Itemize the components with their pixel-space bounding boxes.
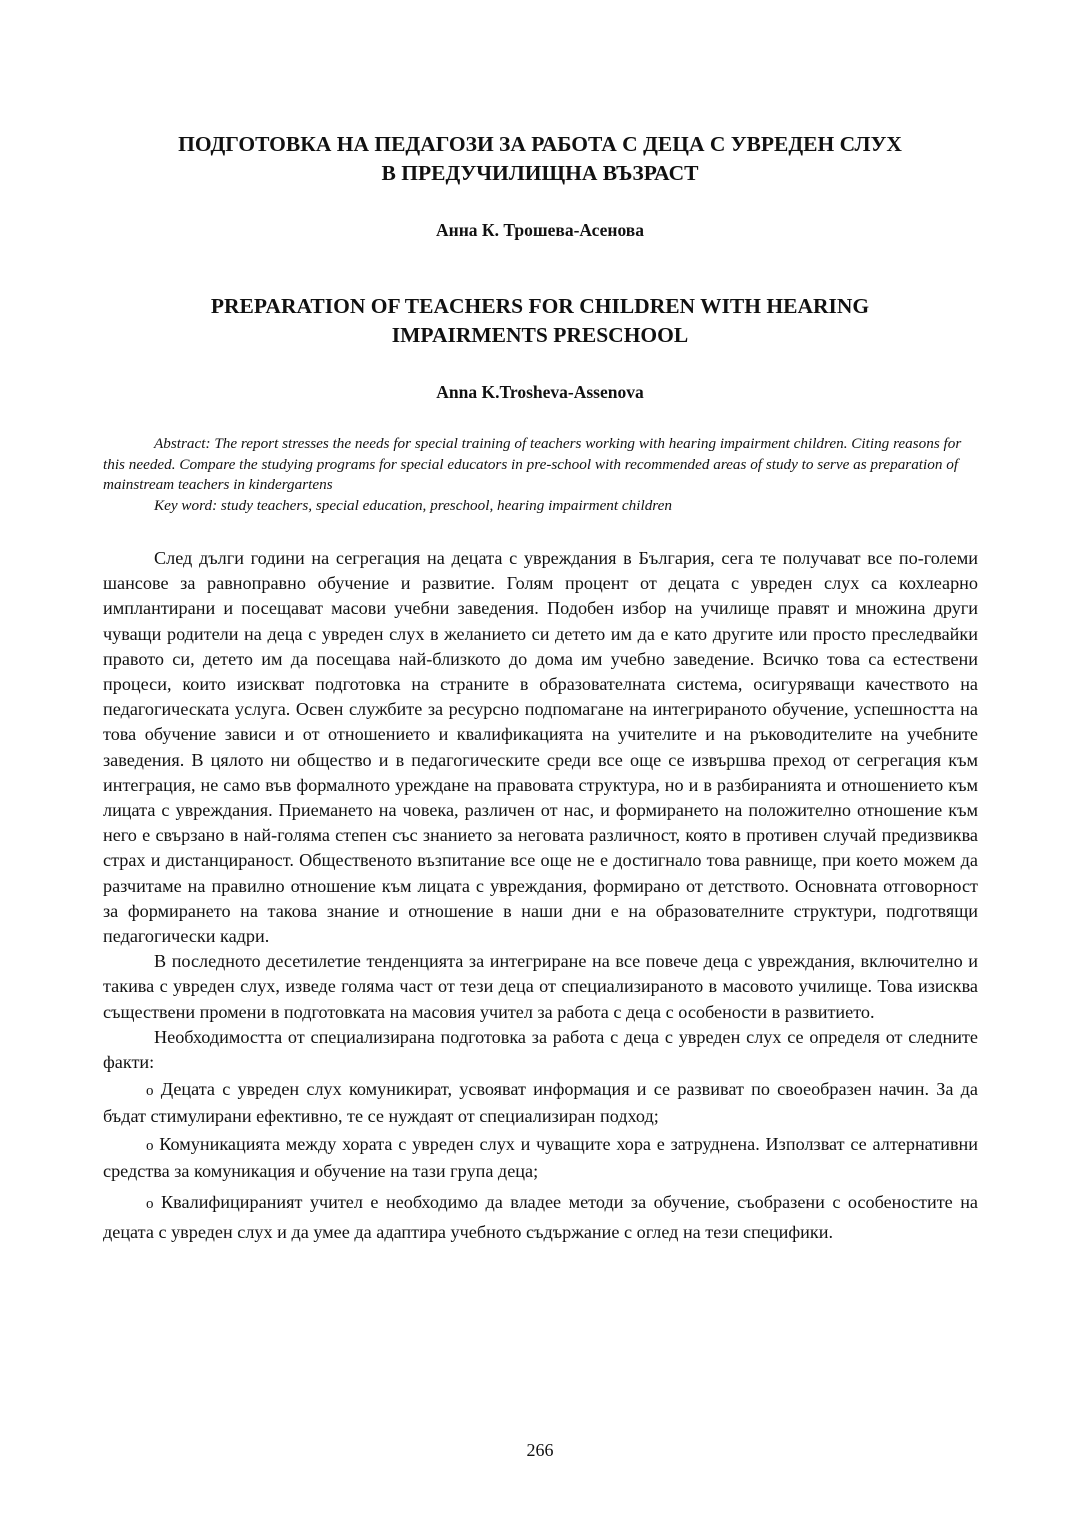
title-bulgarian-line2: В ПРЕДУЧИЛИЩНА ВЪЗРАСТ — [381, 161, 699, 185]
body-paragraph-2: В последното десетилетие тенденцията за интегриране на все повече деца с увреждания, включително и такива с увреден слух, изведе голяма част от тези деца от специализираното в масовото училище. Това изисква съществени промени в подготовката на масовия учител за работа с деца с особености в развитието. — [103, 951, 978, 1022]
keywords-text: Key word: study teachers, special education, preschool, hearing impairment children — [154, 496, 672, 514]
abstract-block — [103, 434, 983, 516]
abstract-text: Abstract: The report stresses the needs for special training of teachers working with hearing impairment children. Citing reasons for this needed. Compare the studying programs for special educators in pre-school with recommended areas of study to serve as preparation of mainstream teachers in kindergartens — [103, 435, 962, 493]
bullet-item-1 — [103, 1077, 978, 1129]
page-number: 266 — [526, 1440, 554, 1460]
bullet-item-2-text: Комуникацията между хората с увреден слух и чуващите хора е затруднена. Използват се алтернативни средства за комуникация и обучение на тази група деца; — [103, 1133, 979, 1181]
bullet-item-2 — [103, 1132, 978, 1184]
body-paragraph-1: След дълги години на сегрегация на децата с увреждания в България, сега те получават все по-големи шансове за равноправно обучение и развитие. Голям процент от децата с увреден слух са кохлеарно имплантирани и посещават масови учебни заведения. Подобен избор на училище правят и множина други чуващи родители на деца с увреден слух в желанието си детето им да е като другите или просто преследвайки правото си, детето им да посещава най-близкото до дома им учебно заведение. Всичко това са естествени процеси, които изискват подготовка на страните в образователната система, осигуряващи качеството на педагогическата услуга. Освен службите за ресурсно подпомагане на интегрираното обучение, успешността на това обучение зависи и от отношението и квалификацията на учителите и на ръководителите на учебните заведения. В цялото ни общество и в педагогическите среди все още се извършва преход от сегрегация към интеграция, не само във формалното уреждане на правовата структура, но и в разбиранията и отношението към лицата с увреждания. Приемането на човека, различен от нас, и формирането на положително отношение към него е свързано в най-голяма степен със знанието за неговата различност, която в противен случай предизвиква страх и дистанцираност. Общественото възпитание все още не е достигнало това равнище, при което можем да разчитаме на правилно отношение към лицата с увреждания, формирано от детството. Основната отговорност за формирането на такова знание и отношение в наши дни е на образователните структури, подготвящи педагогически кадри. — [103, 548, 978, 947]
bullet-item-3 — [103, 1188, 978, 1246]
title-english-line1: PREPARATION OF TEACHERS FOR CHILDREN WITH HEARING — [210, 294, 870, 318]
body-paragraph-3: Необходимостта от специализирана подготовка за работа с деца с увреден слух се определя от следните факти: — [103, 1026, 978, 1073]
bullet-symbol: o — [146, 1137, 154, 1154]
title-english — [90, 292, 990, 350]
body-text — [103, 546, 978, 1246]
bullet-symbol: o — [146, 1083, 154, 1100]
bullet-item-1-text: Децата с увреден слух комуникират, усвояват информация и се развиват по своеобразен начин. За да бъдат стимулирани ефективно, те се нуждаят от специализиран подход; — [103, 1079, 978, 1127]
author-bulgarian: Анна К. Трошева-Асенова — [436, 220, 644, 240]
title-bulgarian-line1: ПОДГОТОВКА НА ПЕДАГОЗИ ЗА РАБОТА С ДЕЦА С УВРЕДЕН СЛУХ — [178, 132, 902, 156]
bullet-item-3-text: Квалифицираният учител е необходимо да владее методи за обучение, съобразени с особеностите на децата с увреден слух и да умее да адаптира учебното съдържание с оглед на тези специфики. — [103, 1192, 979, 1243]
bullet-symbol: o — [146, 1196, 154, 1213]
title-english-line2: IMPAIRMENTS PRESCHOOL — [391, 323, 689, 347]
title-bulgarian — [90, 130, 990, 188]
author-english: Anna K.Trosheva-Assenova — [436, 382, 644, 402]
